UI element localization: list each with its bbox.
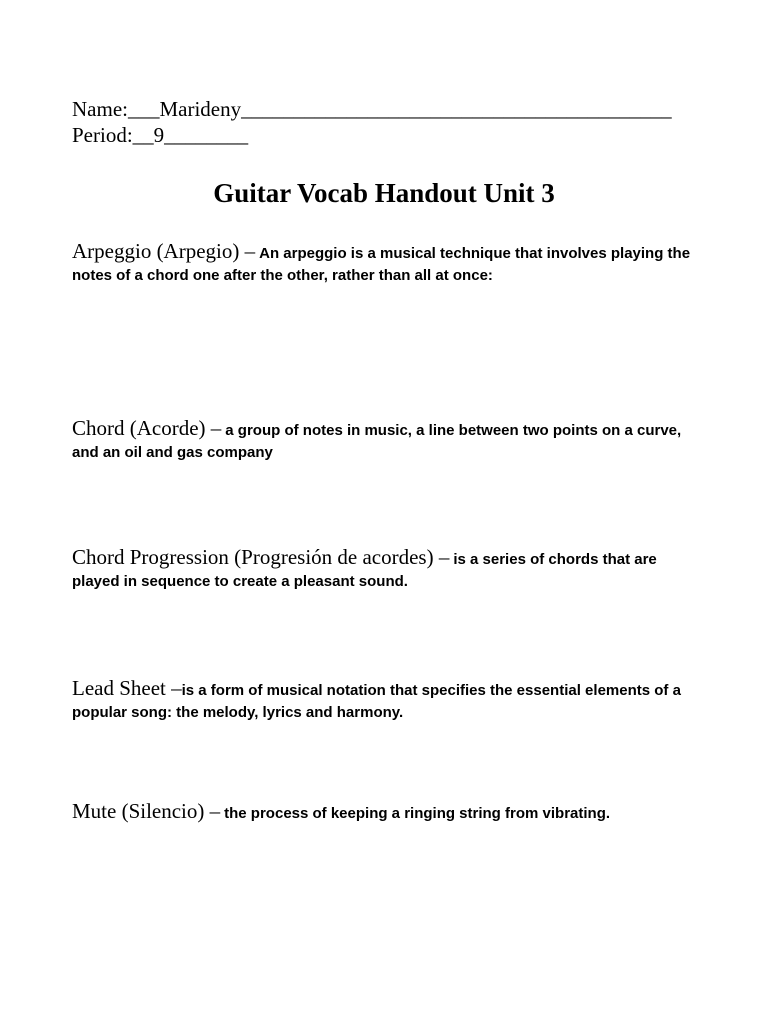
vocab-term: Mute (Silencio) – <box>72 799 221 823</box>
vocab-term: Chord (Acorde) – <box>72 416 222 440</box>
vocab-definition: is a series of chords that are played in sequence to create a pleasant sound. <box>72 551 657 590</box>
vocab-definition: a group of notes in music, a line between two points on a curve, and an oil and gas company <box>72 422 682 461</box>
vocab-entry-mute <box>72 799 692 825</box>
vocab-term: Arpeggio (Arpegio) – <box>72 239 256 263</box>
vocab-entry-lead-sheet <box>72 676 692 724</box>
vocab-definition: the process of keeping a ringing string from vibrating. <box>224 805 611 822</box>
page-title: Guitar Vocab Handout Unit 3 <box>213 178 555 208</box>
class-period-line: Period:__9________ <box>72 123 249 147</box>
vocab-entry-chord <box>72 416 692 464</box>
vocab-entry-chord-progression <box>72 545 692 593</box>
student-name-line: Name:___Marideny_________________________________________ <box>72 97 672 121</box>
vocab-term: Lead Sheet – <box>72 676 182 700</box>
vocab-definition: An arpeggio is a musical technique that involves playing the notes of a chord one after the other, rather than all at once: <box>72 245 691 284</box>
vocab-entry-arpeggio <box>72 239 692 287</box>
vocab-definition: is a form of musical notation that specifies the essential elements of a popular song: the melody, lyrics and harmony. <box>72 682 681 721</box>
vocab-term: Chord Progression (Progresión de acordes) – <box>72 545 450 569</box>
